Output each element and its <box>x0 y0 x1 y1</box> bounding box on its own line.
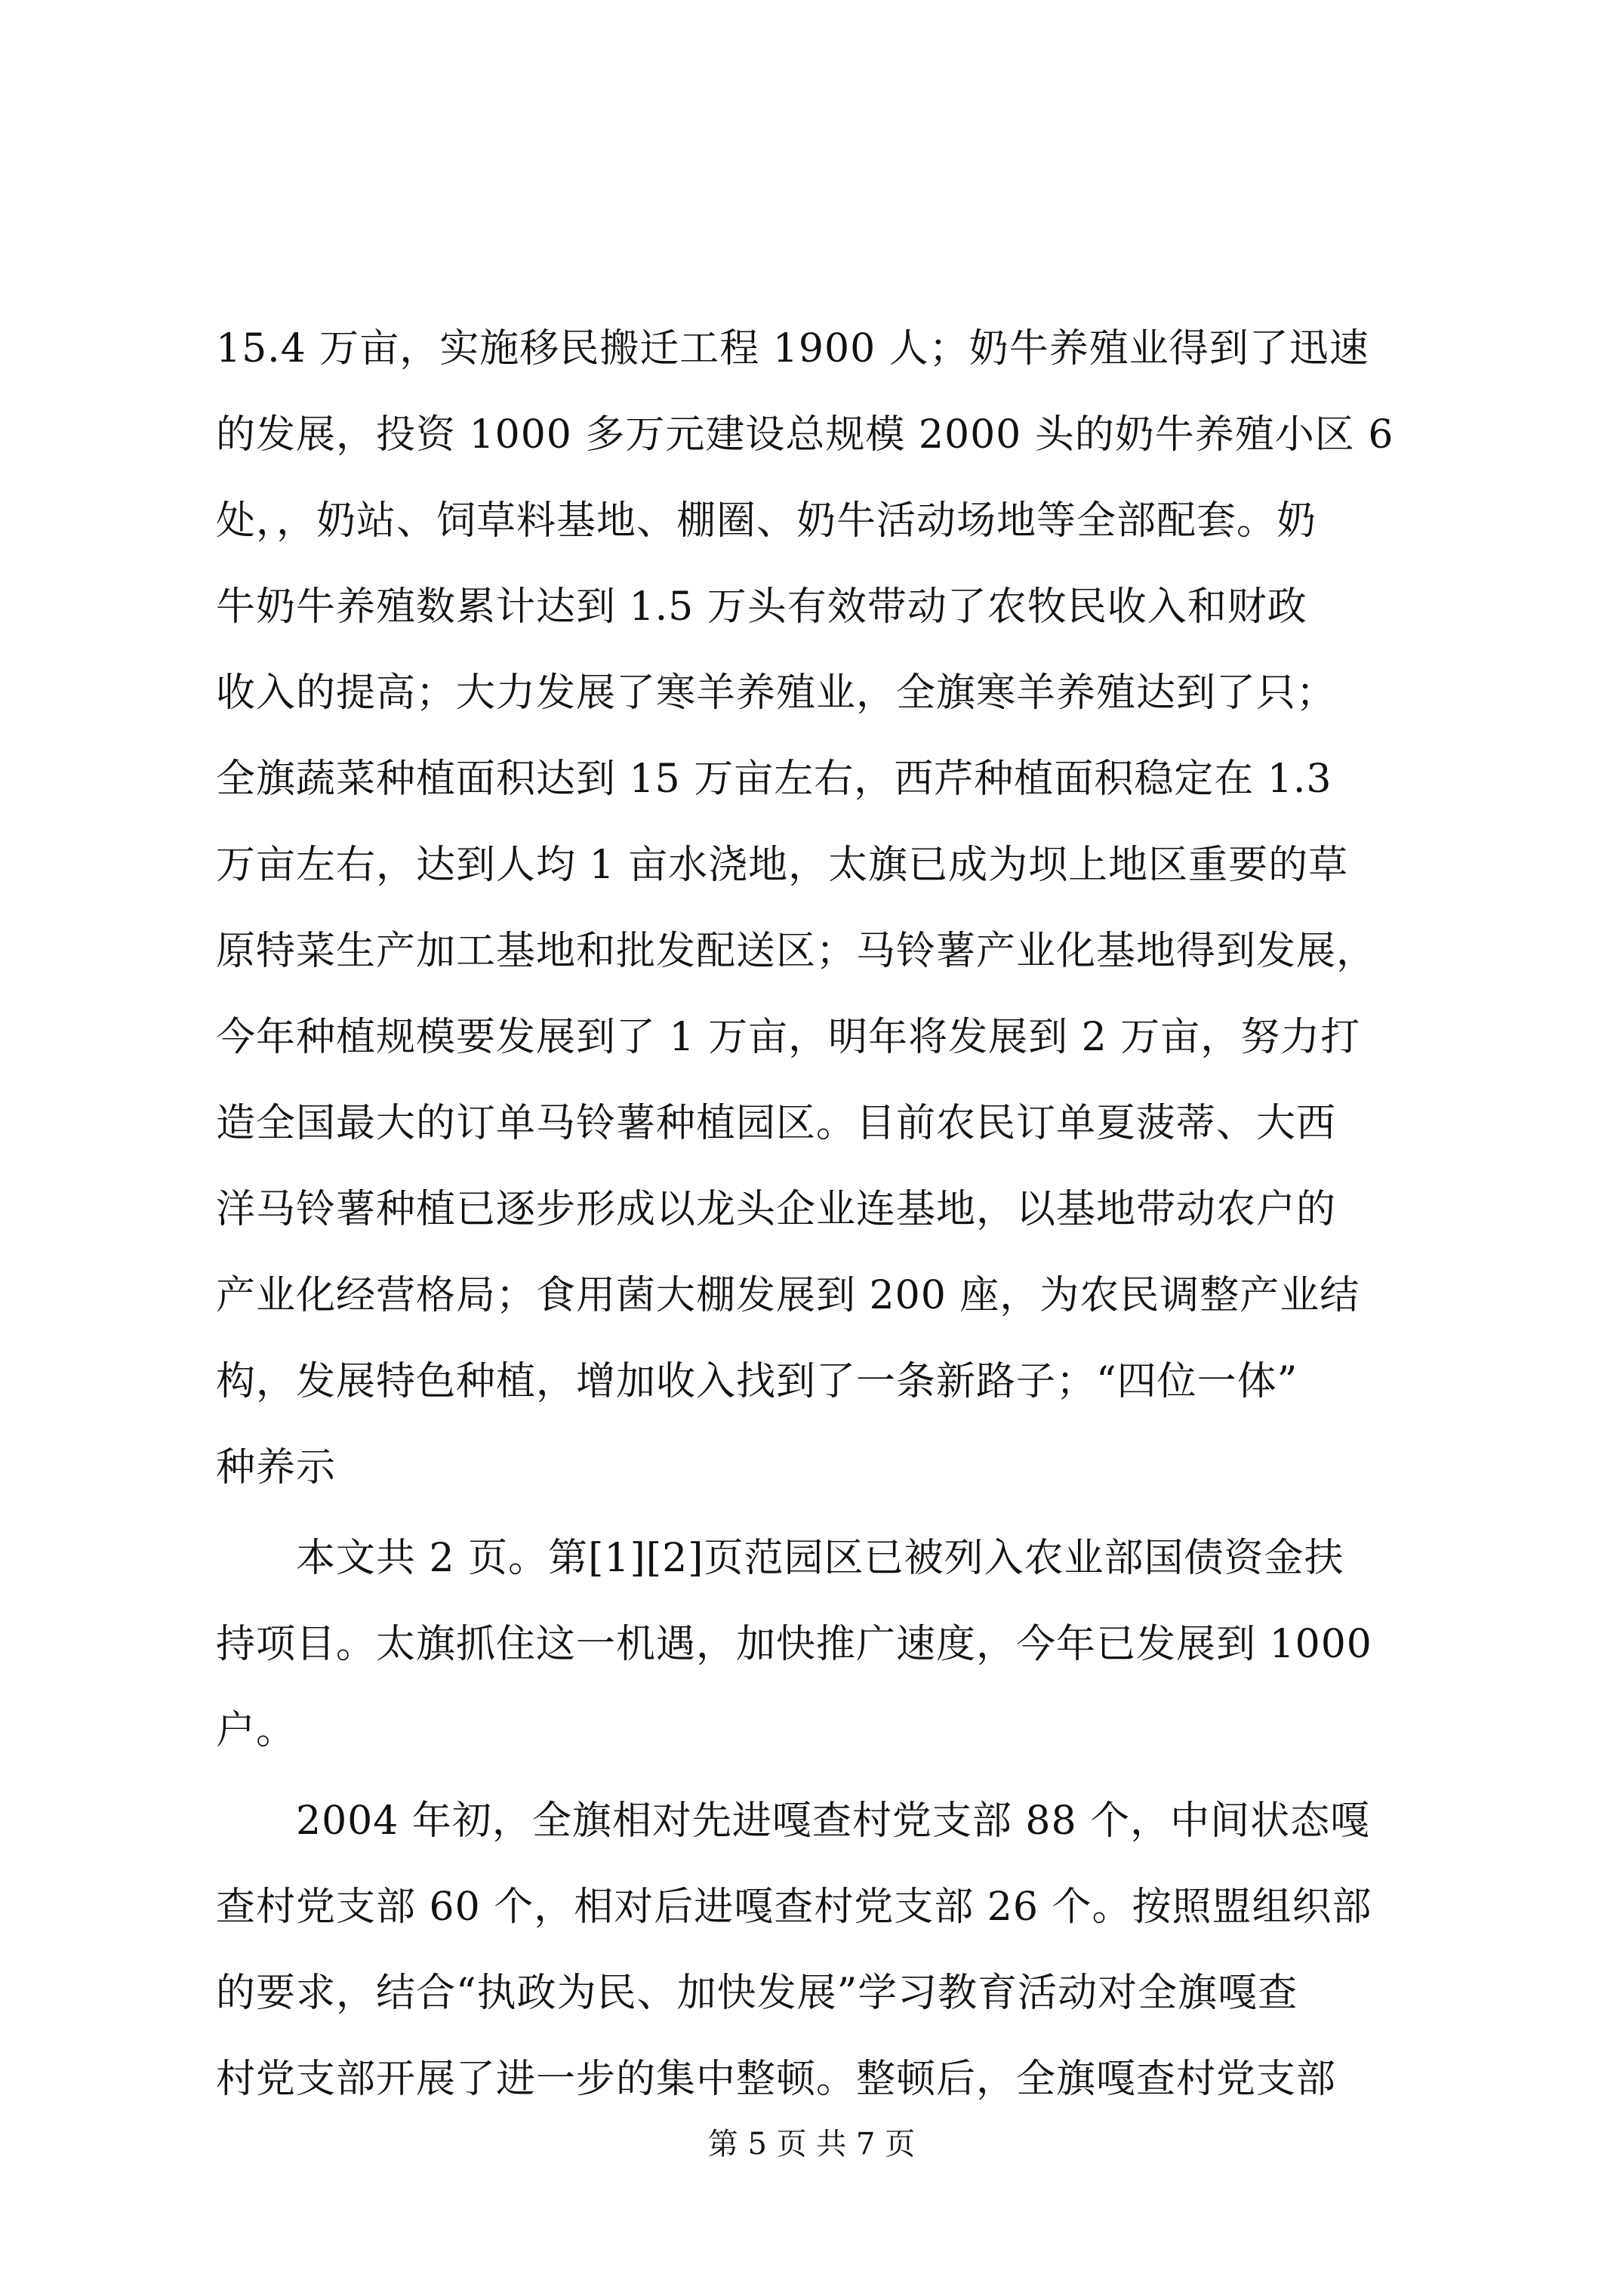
text-line: 处，，奶站、饲草料基地、棚圈、奶牛活动场地等全部配套。奶 <box>216 498 1317 544</box>
text-line: 2004 年初，全旗相对先进嘎查村党支部 88 个，中间状态嘎 <box>216 1798 1371 1844</box>
text-line: 洋马铃薯种植已逐步形成以龙头企业连基地，以基地带动农户的 <box>216 1187 1337 1232</box>
text-line: 的发展，投资 1000 多万元建设总规模 2000 头的奶牛养殖小区 6 <box>216 412 1394 458</box>
body-text <box>216 306 1439 2122</box>
text-line: 持项目。太旗抓住这一机遇，加快推广速度，今年已发展到 1000 <box>216 1622 1372 1667</box>
text-line: 查村党支部 60 个，相对后进嘎查村党支部 26 个。按照盟组织部 <box>216 1885 1372 1930</box>
text-line: 村党支部开展了进一步的集中整顿。整顿后，全旗嘎查村党支部 <box>216 2057 1337 2102</box>
text-line: 牛奶牛养殖数累计达到 1.5 万头有效带动了农牧民收入和财政 <box>216 584 1307 630</box>
text-line: 原特菜生产加工基地和批发配送区；马铃薯产业化基地得到发展， <box>216 929 1377 974</box>
text-line: 户。 <box>216 1708 297 1753</box>
page-number: 第 5 页 共 7 页 <box>707 2127 916 2162</box>
text-line: 万亩左右，达到人均 1 亩水浇地，太旗已成为坝上地区重要的草 <box>216 843 1349 888</box>
text-line: 今年种植规模要发展到了 1 万亩，明年将发展到 2 万亩，努力打 <box>216 1015 1361 1060</box>
paragraph <box>216 306 1439 1511</box>
text-line: 造全国最大的订单马铃薯种植园区。目前农民订单夏菠蒂、大西 <box>216 1101 1337 1146</box>
text-line: 全旗蔬菜种植面积达到 15 万亩左右，西芹种植面积稳定在 1.3 <box>216 757 1332 802</box>
text-line: 构，发展特色种植，增加收入找到了一条新路子；“四位一体” <box>216 1359 1298 1404</box>
text-line: 15.4 万亩，实施移民搬迁工程 1900 人；奶牛养殖业得到了迅速 <box>216 326 1369 371</box>
paragraph <box>216 1778 1439 2122</box>
text-line: 本文共 2 页。第[1][2]页范园区已被列入农业部国债资金扶 <box>216 1536 1344 1581</box>
paragraph <box>216 1515 1439 1774</box>
text-line: 收入的提高；大力发展了寒羊养殖业，全旗寒羊养殖达到了只； <box>216 670 1337 716</box>
text-line: 的要求，结合“执政为民、加快发展”学习教育活动对全旗嘎查 <box>216 1971 1298 2016</box>
text-line: 产业化经营格局；食用菌大棚发展到 200 座，为农民调整产业结 <box>216 1273 1360 1318</box>
text-line: 种养示 <box>216 1445 337 1490</box>
page-footer <box>0 2125 1623 2163</box>
